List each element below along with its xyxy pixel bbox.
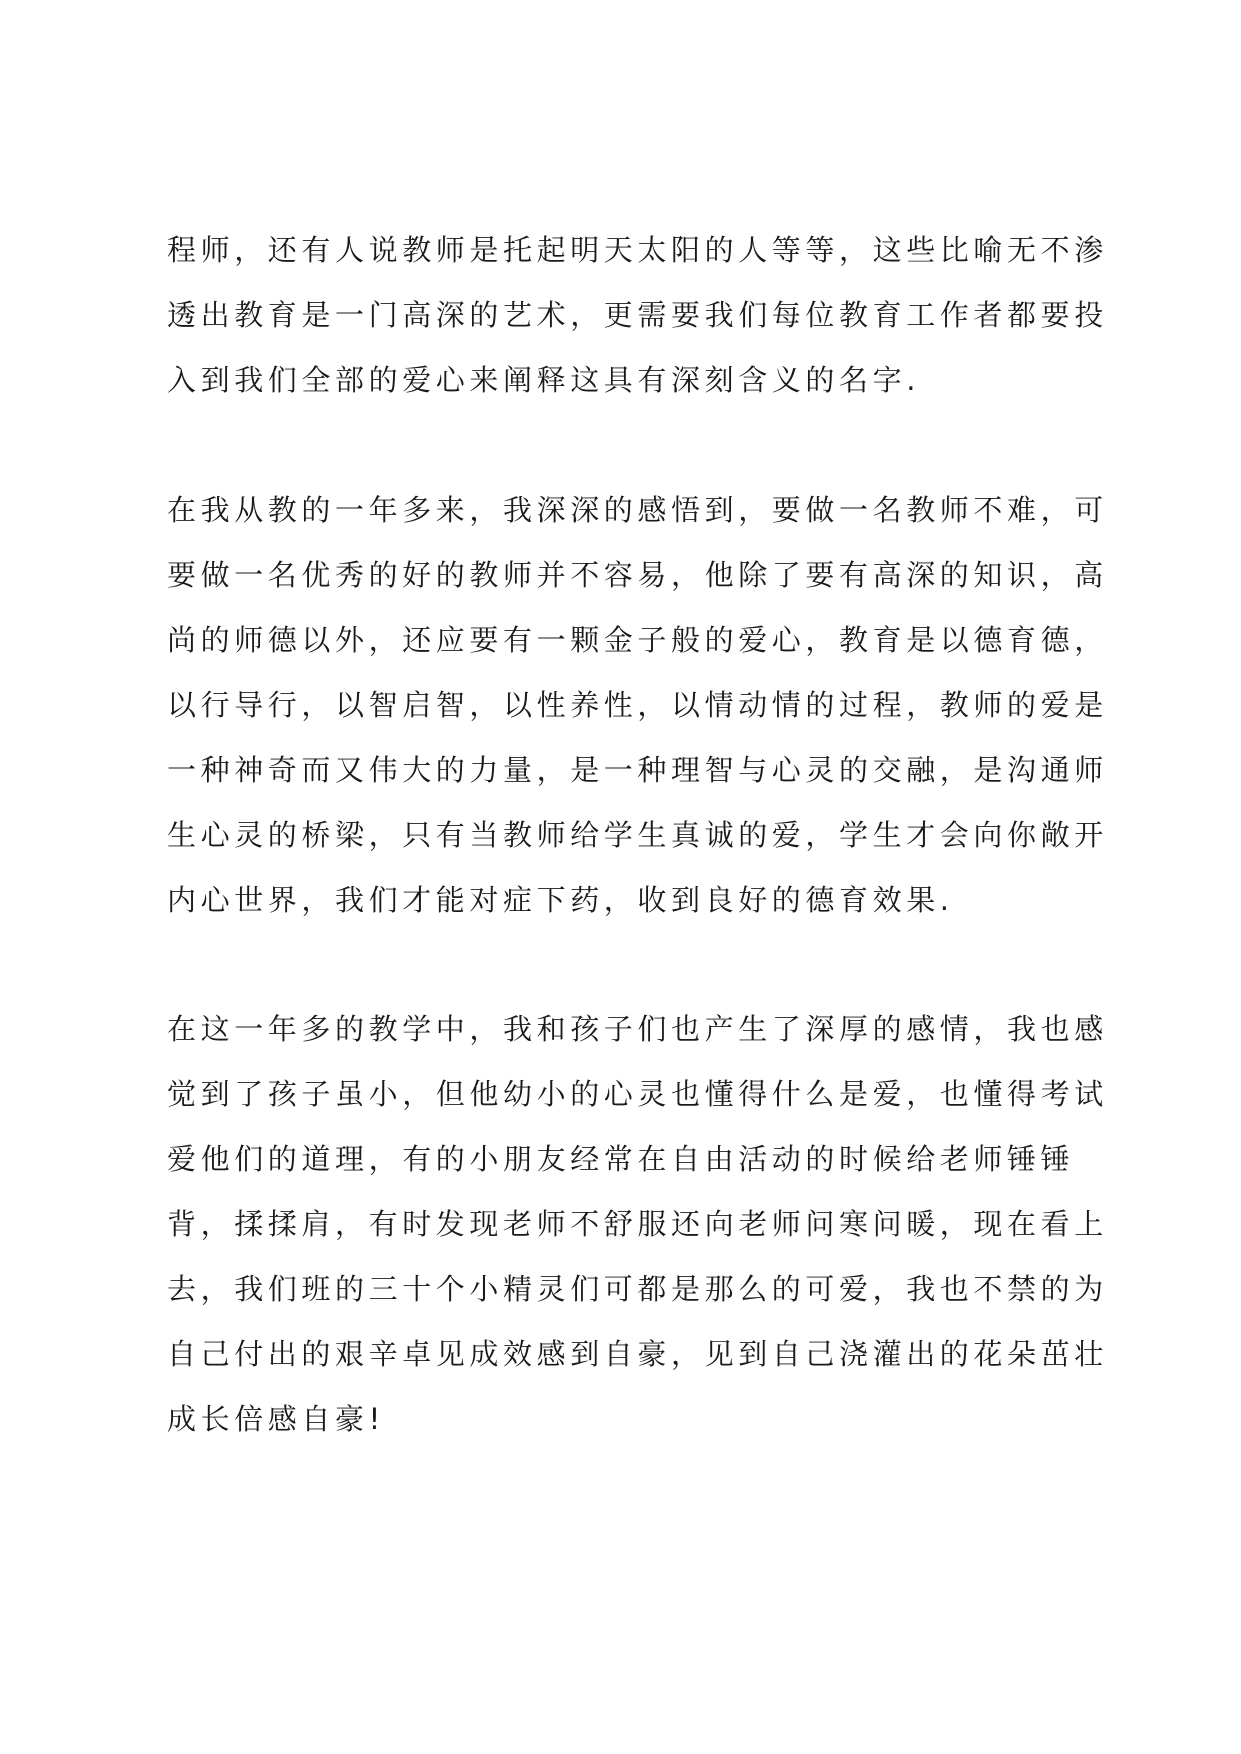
paragraph-line: 自己付出的艰辛卓见成效感到自豪，见到自己浇灌出的花朵茁壮 (167, 1337, 1108, 1371)
paragraph-line: 去，我们班的三十个小精灵们可都是那么的可爱，我也不禁的为 (167, 1272, 1108, 1306)
paragraph-line: 尚的师德以外，还应要有一颗金子般的爱心，教育是以德育德， (167, 623, 1108, 657)
paragraph-line: 成长倍感自豪! (167, 1402, 385, 1436)
paragraph-line: 入到我们全部的爱心来阐释这具有深刻含义的名字. (167, 363, 921, 397)
paragraph-line: 程师，还有人说教师是托起明天太阳的人等等，这些比喻无不渗 (167, 233, 1108, 267)
paragraph-line: 以行导行，以智启智，以性养性，以情动情的过程，教师的爱是 (167, 688, 1108, 722)
paragraph-line: 背，揉揉肩，有时发现老师不舒服还向老师问寒问暖，现在看上 (167, 1207, 1108, 1241)
paragraph-line: 在我从教的一年多来，我深深的感悟到，要做一名教师不难，可 (167, 493, 1108, 527)
paragraph-line: 内心世界，我们才能对症下药，收到良好的德育效果. (167, 883, 954, 917)
paragraph-line: 透出教育是一门高深的艺术，更需要我们每位教育工作者都要投 (167, 298, 1108, 332)
paragraph-line: 爱他们的道理，有的小朋友经常在自由活动的时候给老师锤锤 (167, 1142, 1075, 1176)
paragraph-line: 一种神奇而又伟大的力量，是一种理智与心灵的交融，是沟通师 (167, 753, 1108, 787)
paragraph-line: 要做一名优秀的好的教师并不容易，他除了要有高深的知识，高 (167, 558, 1108, 592)
paragraph-line: 生心灵的桥梁，只有当教师给学生真诚的爱，学生才会向你敞开 (167, 818, 1108, 852)
paragraph-line: 觉到了孩子虽小，但他幼小的心灵也懂得什么是爱，也懂得考试 (167, 1077, 1108, 1111)
paragraph-line: 在这一年多的教学中，我和孩子们也产生了深厚的感情，我也感 (167, 1012, 1108, 1046)
